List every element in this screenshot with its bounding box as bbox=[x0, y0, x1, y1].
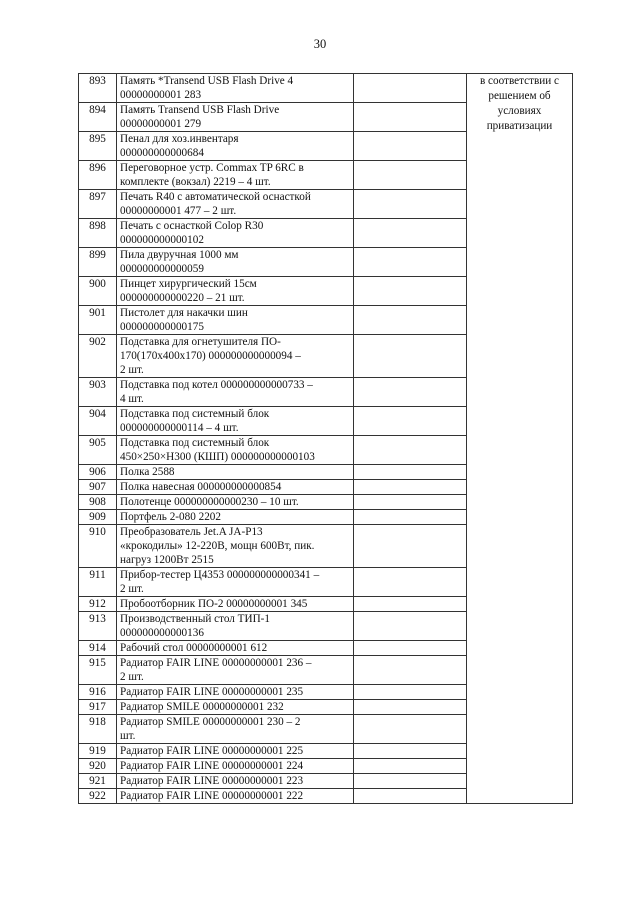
item-number: 896 bbox=[79, 161, 117, 190]
item-name-line: Портфель 2-080 2202 bbox=[120, 511, 221, 523]
item-name-line: Подставка под котел 000000000000733 – bbox=[120, 379, 313, 391]
item-number: 901 bbox=[79, 306, 117, 335]
item-name bbox=[117, 436, 354, 465]
item-name-line: Печать с оснасткой Colop R30 bbox=[120, 220, 264, 232]
item-name bbox=[117, 74, 354, 103]
item-number: 914 bbox=[79, 641, 117, 656]
item-number: 905 bbox=[79, 436, 117, 465]
item-name-line: 000000000000684 bbox=[120, 147, 204, 159]
item-name bbox=[117, 759, 354, 774]
item-name-line: 450×250×Н300 (КШП) 000000000000103 bbox=[120, 451, 315, 463]
item-name-line: 000000000000114 – 4 шт. bbox=[120, 422, 239, 434]
item-name-line: 000000000000102 bbox=[120, 234, 204, 246]
item-name bbox=[117, 248, 354, 277]
empty-cell bbox=[354, 407, 467, 436]
item-name-line: «крокодилы» 12-220В, мощн 600Вт, пик. bbox=[120, 540, 315, 552]
item-name-line: комплекте (вокзал) 2219 – 4 шт. bbox=[120, 176, 271, 188]
item-name bbox=[117, 378, 354, 407]
item-number: 917 bbox=[79, 700, 117, 715]
empty-cell bbox=[354, 335, 467, 378]
item-name-line: шт. bbox=[120, 730, 136, 742]
item-name-line: Переговорное устр. Commax TP 6RC в bbox=[120, 162, 304, 174]
empty-cell bbox=[354, 685, 467, 700]
empty-cell bbox=[354, 436, 467, 465]
item-name-line: Радиатор SMILE 00000000001 232 bbox=[120, 701, 284, 713]
item-name-line: 000000000000175 bbox=[120, 321, 204, 333]
item-name-line: Радиатор FAIR LINE 00000000001 222 bbox=[120, 790, 304, 802]
item-name bbox=[117, 306, 354, 335]
item-name-line: Пробоотборник ПО-2 00000000001 345 bbox=[120, 598, 308, 610]
table-row bbox=[79, 74, 573, 103]
empty-cell bbox=[354, 74, 467, 103]
item-name-line: 00000000001 279 bbox=[120, 118, 202, 130]
item-name-line: 2 шт. bbox=[120, 671, 144, 683]
item-name-line: 170(170х400х170) 000000000000094 – bbox=[120, 350, 301, 362]
empty-cell bbox=[354, 161, 467, 190]
item-number: 911 bbox=[79, 568, 117, 597]
item-name-line: Полка 2588 bbox=[120, 466, 175, 478]
item-number: 913 bbox=[79, 612, 117, 641]
item-name-line: Память Transend USB Flash Drive bbox=[120, 104, 280, 116]
empty-cell bbox=[354, 744, 467, 759]
empty-cell bbox=[354, 700, 467, 715]
item-number: 900 bbox=[79, 277, 117, 306]
item-name bbox=[117, 132, 354, 161]
item-name bbox=[117, 510, 354, 525]
item-number: 916 bbox=[79, 685, 117, 700]
item-name-line: Радиатор FAIR LINE 00000000001 236 – bbox=[120, 657, 312, 669]
empty-cell bbox=[354, 774, 467, 789]
empty-cell bbox=[354, 306, 467, 335]
item-name-line: Подставка под системный блок bbox=[120, 437, 270, 449]
item-number: 898 bbox=[79, 219, 117, 248]
item-number: 899 bbox=[79, 248, 117, 277]
item-name-line: Подставка под системный блок bbox=[120, 408, 270, 420]
item-name-line: 2 шт. bbox=[120, 364, 144, 376]
empty-cell bbox=[354, 465, 467, 480]
item-name-line: 000000000000136 bbox=[120, 627, 204, 639]
item-number: 922 bbox=[79, 789, 117, 804]
item-name-line: Радиатор FAIR LINE 00000000001 223 bbox=[120, 775, 304, 787]
item-number: 920 bbox=[79, 759, 117, 774]
item-name bbox=[117, 335, 354, 378]
item-name-line: Пистолет для накачки шин bbox=[120, 307, 248, 319]
empty-cell bbox=[354, 597, 467, 612]
item-name-line: 2 шт. bbox=[120, 583, 144, 595]
item-name-line: Преобразователь Jet.A JA-P13 bbox=[120, 526, 263, 538]
empty-cell bbox=[354, 190, 467, 219]
item-name bbox=[117, 495, 354, 510]
empty-cell bbox=[354, 132, 467, 161]
item-name bbox=[117, 219, 354, 248]
item-name bbox=[117, 568, 354, 597]
item-number: 908 bbox=[79, 495, 117, 510]
item-name-line: 4 шт. bbox=[120, 393, 144, 405]
item-number: 918 bbox=[79, 715, 117, 744]
item-name-line: 00000000001 283 bbox=[120, 89, 202, 101]
item-name bbox=[117, 656, 354, 685]
empty-cell bbox=[354, 510, 467, 525]
empty-cell bbox=[354, 656, 467, 685]
item-name bbox=[117, 103, 354, 132]
item-name-line: Рабочий стол 00000000001 612 bbox=[120, 642, 268, 654]
item-name bbox=[117, 744, 354, 759]
empty-cell bbox=[354, 219, 467, 248]
item-number: 909 bbox=[79, 510, 117, 525]
item-name-line: Радиатор FAIR LINE 00000000001 224 bbox=[120, 760, 304, 772]
item-name bbox=[117, 789, 354, 804]
item-number: 921 bbox=[79, 774, 117, 789]
item-name-line: Пила двуручная 1000 мм bbox=[120, 249, 239, 261]
item-number: 904 bbox=[79, 407, 117, 436]
item-number: 894 bbox=[79, 103, 117, 132]
item-name-line: Радиатор FAIR LINE 00000000001 235 bbox=[120, 686, 304, 698]
item-name-line: Прибор-тестер Ц4353 000000000000341 – bbox=[120, 569, 320, 581]
item-name-line: 000000000000220 – 21 шт. bbox=[120, 292, 245, 304]
item-name bbox=[117, 465, 354, 480]
item-name-line: Радиатор FAIR LINE 00000000001 225 bbox=[120, 745, 304, 757]
item-name bbox=[117, 190, 354, 219]
item-name-line: Пенал для хоз.инвентаря bbox=[120, 133, 239, 145]
empty-cell bbox=[354, 248, 467, 277]
item-name bbox=[117, 525, 354, 568]
item-number: 919 bbox=[79, 744, 117, 759]
item-name-line: Пинцет хирургический 15см bbox=[120, 278, 257, 290]
item-number: 912 bbox=[79, 597, 117, 612]
item-name-line: нагруз 1200Вт 2515 bbox=[120, 554, 214, 566]
item-name bbox=[117, 715, 354, 744]
item-number: 895 bbox=[79, 132, 117, 161]
item-name-line: Подставка для огнетушителя ПО- bbox=[120, 336, 281, 348]
item-name bbox=[117, 685, 354, 700]
item-name bbox=[117, 277, 354, 306]
privatization-note: в соответствии с решением об условиях приватизации bbox=[467, 74, 573, 804]
item-name bbox=[117, 774, 354, 789]
empty-cell bbox=[354, 378, 467, 407]
empty-cell bbox=[354, 103, 467, 132]
item-name bbox=[117, 407, 354, 436]
item-name-line: Полка навесная 000000000000854 bbox=[120, 481, 282, 493]
empty-cell bbox=[354, 568, 467, 597]
item-name bbox=[117, 641, 354, 656]
item-name-line: Память *Transend USB Flash Drive 4 bbox=[120, 75, 294, 87]
item-number: 915 bbox=[79, 656, 117, 685]
empty-cell bbox=[354, 480, 467, 495]
item-name-line: Производственный стол ТИП-1 bbox=[120, 613, 270, 625]
item-number: 897 bbox=[79, 190, 117, 219]
item-name-line: 00000000001 477 – 2 шт. bbox=[120, 205, 237, 217]
empty-cell bbox=[354, 759, 467, 774]
empty-cell bbox=[354, 525, 467, 568]
item-number: 907 bbox=[79, 480, 117, 495]
item-name bbox=[117, 612, 354, 641]
empty-cell bbox=[354, 641, 467, 656]
item-name-line: 000000000000059 bbox=[120, 263, 204, 275]
item-number: 906 bbox=[79, 465, 117, 480]
item-number: 893 bbox=[79, 74, 117, 103]
item-number: 903 bbox=[79, 378, 117, 407]
inventory-table bbox=[78, 73, 573, 804]
page-number: 30 bbox=[313, 37, 327, 51]
item-name-line: Радиатор SMILE 00000000001 230 – 2 bbox=[120, 716, 301, 728]
item-number: 910 bbox=[79, 525, 117, 568]
item-name bbox=[117, 700, 354, 715]
empty-cell bbox=[354, 612, 467, 641]
inventory-table-body bbox=[79, 74, 573, 804]
empty-cell bbox=[354, 789, 467, 804]
empty-cell bbox=[354, 495, 467, 510]
item-name-line: Печать R40 с автоматической оснасткой bbox=[120, 191, 311, 203]
item-number: 902 bbox=[79, 335, 117, 378]
item-name bbox=[117, 161, 354, 190]
item-name bbox=[117, 597, 354, 612]
item-name-line: Полотенце 000000000000230 – 10 шт. bbox=[120, 496, 299, 508]
empty-cell bbox=[354, 715, 467, 744]
empty-cell bbox=[354, 277, 467, 306]
item-name bbox=[117, 480, 354, 495]
